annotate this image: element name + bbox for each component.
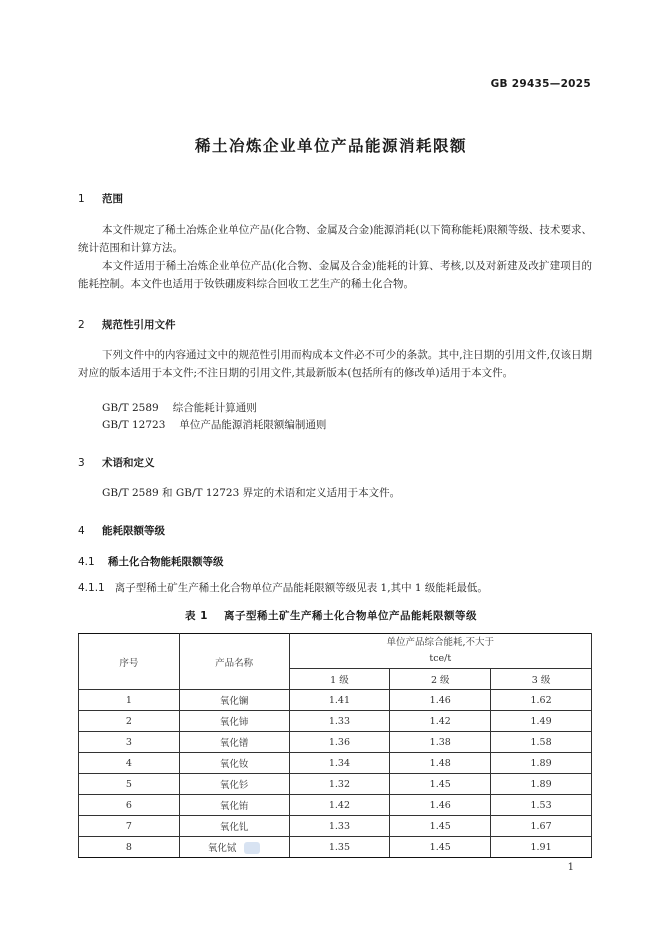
section-title: 能耗限额等级 bbox=[102, 525, 165, 537]
table-caption-text: 离子型稀土矿生产稀土化合物单位产品能耗限额等级 bbox=[223, 610, 477, 622]
section-4-heading bbox=[78, 523, 165, 538]
header-level-2: 2 级 bbox=[390, 669, 491, 690]
section-number: 1 bbox=[78, 193, 85, 205]
cell-level-1: 1.36 bbox=[289, 732, 390, 753]
cell-level-1: 1.34 bbox=[289, 753, 390, 774]
cell-level-2: 1.46 bbox=[390, 690, 491, 711]
cell-seq: 7 bbox=[79, 816, 180, 837]
cell-seq: 2 bbox=[79, 711, 180, 732]
table-row bbox=[79, 711, 592, 732]
cell-seq: 4 bbox=[79, 753, 180, 774]
ref-title: 综合能耗计算通则 bbox=[172, 402, 257, 414]
table-row bbox=[79, 795, 592, 816]
clause-4-1-1 bbox=[78, 580, 488, 595]
cell-product: 氧化钆 bbox=[179, 816, 289, 837]
clause-text: 离子型稀土矿生产稀土化合物单位产品能耗限额等级见表 1,其中 1 级能耗最低。 bbox=[114, 582, 488, 594]
cell-level-3: 1.53 bbox=[491, 795, 592, 816]
page-number: 1 bbox=[567, 862, 574, 873]
header-level-3: 3 级 bbox=[491, 669, 592, 690]
cell-level-3: 1.91 bbox=[491, 837, 592, 858]
cell-level-1: 1.42 bbox=[289, 795, 390, 816]
ref-title: 单位产品能源消耗限额编制通则 bbox=[179, 419, 327, 431]
cell-level-2: 1.48 bbox=[390, 753, 491, 774]
cell-product: 氧化铕 bbox=[179, 795, 289, 816]
cell-product bbox=[179, 837, 289, 858]
cell-product: 氧化镨 bbox=[179, 732, 289, 753]
clause-number: 4.1.1 bbox=[78, 582, 105, 594]
table-caption bbox=[0, 608, 662, 623]
cell-level-3: 1.62 bbox=[491, 690, 592, 711]
cell-level-3: 1.67 bbox=[491, 816, 592, 837]
watermark-icon bbox=[244, 842, 260, 854]
section-3-heading bbox=[78, 455, 155, 470]
cell-level-2: 1.42 bbox=[390, 711, 491, 732]
section-title: 术语和定义 bbox=[102, 457, 155, 469]
header-energy-label: 单位产品综合能耗,不大于 bbox=[386, 637, 495, 648]
table-caption-label: 表 1 bbox=[185, 610, 208, 622]
subsection-title: 稀土化合物能耗限额等级 bbox=[108, 556, 224, 568]
energy-limit-table bbox=[78, 633, 592, 858]
cell-level-3: 1.89 bbox=[491, 774, 592, 795]
cell-product: 氧化铈 bbox=[179, 711, 289, 732]
cell-seq: 3 bbox=[79, 732, 180, 753]
section-number: 2 bbox=[78, 319, 85, 331]
cell-level-1: 1.33 bbox=[289, 711, 390, 732]
cell-level-2: 1.38 bbox=[390, 732, 491, 753]
scope-paragraph-2: 本文件适用于稀土冶炼企业单位产品(化合物、金属及合金)能耗的计算、考核,以及对新建及改扩建项目的能耗控制。本文件也适用于钕铁硼废料综合回收工艺生产的稀土化合物。 bbox=[78, 260, 592, 290]
table-row bbox=[79, 774, 592, 795]
cell-level-1: 1.33 bbox=[289, 816, 390, 837]
terms-paragraph: GB/T 2589 和 GB/T 12723 界定的术语和定义适用于本文件。 bbox=[102, 487, 401, 499]
cell-level-3: 1.49 bbox=[491, 711, 592, 732]
cell-product: 氧化镧 bbox=[179, 690, 289, 711]
table-row bbox=[79, 816, 592, 837]
cell-level-2: 1.45 bbox=[390, 816, 491, 837]
section-title: 规范性引用文件 bbox=[102, 319, 176, 331]
section-number: 4 bbox=[78, 525, 85, 537]
cell-level-1: 1.32 bbox=[289, 774, 390, 795]
cell-level-1: 1.41 bbox=[289, 690, 390, 711]
cell-level-1: 1.35 bbox=[289, 837, 390, 858]
header-seq: 序号 bbox=[79, 634, 180, 690]
normative-paragraph: 下列文件中的内容通过文中的规范性引用而构成本文件必不可少的条款。其中,注日期的引用文件,仅该日期对应的版本适用于本文件;不注日期的引用文件,其最新版本(包括所有的修改单)适用于本文件。 bbox=[78, 349, 592, 379]
section-2-heading bbox=[78, 317, 176, 332]
header-unit: tce/t bbox=[429, 653, 452, 664]
cell-level-2: 1.45 bbox=[390, 774, 491, 795]
table-row bbox=[79, 690, 592, 711]
table-row bbox=[79, 732, 592, 753]
cell-seq: 5 bbox=[79, 774, 180, 795]
ref-code: GB/T 2589 bbox=[102, 402, 159, 414]
section-number: 3 bbox=[78, 457, 85, 469]
section-title: 范围 bbox=[102, 193, 123, 205]
subsection-number: 4.1 bbox=[78, 556, 95, 568]
document-title: 稀土冶炼企业单位产品能源消耗限额 bbox=[194, 137, 467, 155]
table-row bbox=[79, 837, 592, 858]
normative-ref-1 bbox=[102, 400, 257, 417]
scope-paragraph-1: 本文件规定了稀土冶炼企业单位产品(化合物、金属及合金)能源消耗(以下简称能耗)限额等级、技术要求、统计范围和计算方法。 bbox=[78, 224, 592, 254]
section-1-heading bbox=[78, 191, 123, 206]
cell-product: 氧化钕 bbox=[179, 753, 289, 774]
cell-seq: 1 bbox=[79, 690, 180, 711]
subsection-4-1-heading bbox=[78, 554, 224, 569]
cell-level-2: 1.45 bbox=[390, 837, 491, 858]
cell-seq: 6 bbox=[79, 795, 180, 816]
header-product: 产品名称 bbox=[179, 634, 289, 690]
cell-product-text: 氧化铽 bbox=[207, 842, 237, 854]
cell-level-3: 1.58 bbox=[491, 732, 592, 753]
header-level-1: 1 级 bbox=[289, 669, 390, 690]
cell-level-3: 1.89 bbox=[491, 753, 592, 774]
document-code: GB 29435—2025 bbox=[490, 78, 591, 90]
ref-code: GB/T 12723 bbox=[102, 419, 166, 431]
cell-seq: 8 bbox=[79, 837, 180, 858]
cell-product: 氧化钐 bbox=[179, 774, 289, 795]
table-row bbox=[79, 753, 592, 774]
normative-ref-2 bbox=[102, 417, 326, 434]
header-energy-group bbox=[289, 634, 591, 669]
cell-level-2: 1.46 bbox=[390, 795, 491, 816]
